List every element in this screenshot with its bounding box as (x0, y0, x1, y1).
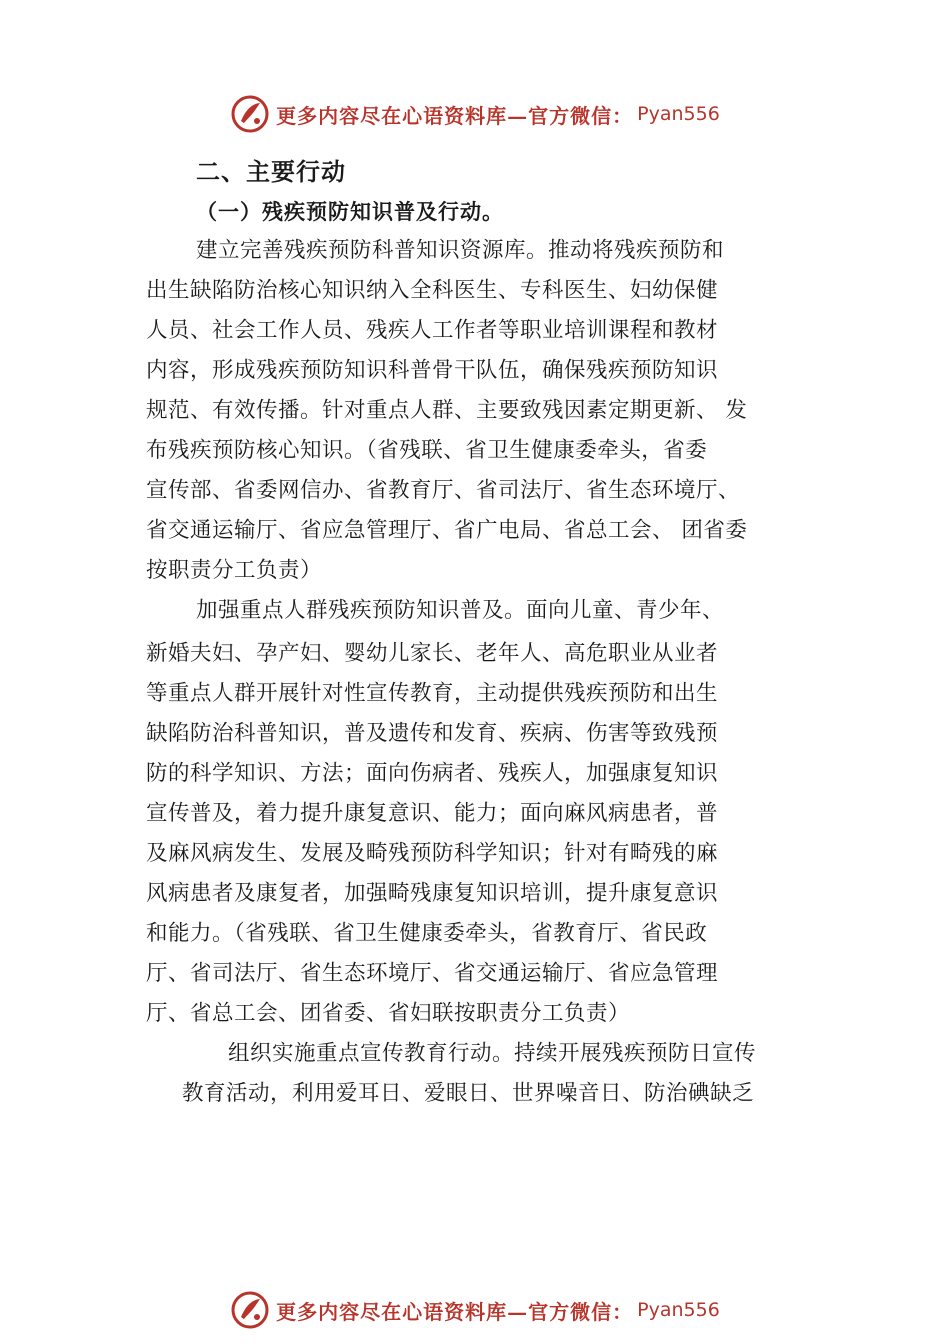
paragraph-3-line-1: 组织实施重点宣传教育行动。持续开展残疾预防日宣传 (228, 1041, 757, 1066)
banner-text: 更多内容尽在心语资料库—官方微信： (276, 103, 634, 128)
logo-icon (230, 94, 270, 134)
paragraph-1-line-3: 人员、社会工作人员、残疾人工作者等职业培训课程和教材 (146, 318, 719, 343)
paragraph-2-line-2: 新婚夫妇、孕产妇、婴幼儿家长、老年人、高危职业从业者 (146, 641, 719, 666)
logo-icon (230, 1290, 270, 1330)
paragraph-2-line-8: 风病患者及康复者，加强畸残康复知识培训，提升康复意识 (146, 881, 719, 906)
paragraph-2-line-1: 加强重点人群残疾预防知识普及。面向儿童、青少年、 (196, 598, 725, 623)
paragraph-1-line-4: 内容，形成残疾预防知识科普骨干队伍，确保残疾预防知识 (146, 358, 719, 383)
wechat-id: Pyan556 (637, 1299, 720, 1321)
paragraph-2-line-4: 缺陷防治科普知识，普及遗传和发育、疾病、伤害等致残预 (146, 721, 719, 746)
paragraph-2-line-7: 及麻风病发生、发展及畸残预防科学知识；针对有畸残的麻 (146, 841, 719, 866)
paragraph-1-line-1: 建立完善残疾预防科普知识资源库。推动将残疾预防和 (196, 238, 725, 263)
paragraph-1-line-2: 出生缺陷防治核心知识纳入全科医生、专科医生、妇幼保健 (146, 278, 719, 303)
paragraph-1-line-9: 按职责分工负责） (146, 558, 323, 583)
header-banner (0, 92, 950, 136)
section-heading: 二、主要行动 (196, 158, 346, 186)
banner-text: 更多内容尽在心语资料库—官方微信： (276, 1299, 634, 1324)
paragraph-1-line-8: 省交通运输厅、省应急管理厅、省广电局、省总工会、 团省委 (146, 518, 748, 543)
paragraph-3-line-2: 教育活动，利用爱耳日、爱眼日、世界噪音日、防治碘缺乏 (182, 1081, 755, 1106)
paragraph-2-line-11: 厅、省总工会、团省委、省妇联按职责分工负责） (146, 1001, 631, 1026)
paragraph-2-line-10: 厅、省司法厅、省生态环境厅、省交通运输厅、省应急管理 (146, 961, 719, 986)
paragraph-1-line-5: 规范、有效传播。针对重点人群、主要致残因素定期更新、 发 (146, 398, 748, 423)
wechat-id: Pyan556 (637, 103, 720, 125)
paragraph-1-line-7: 宣传部、省委网信办、省教育厅、省司法厅、省生态环境厅、 (146, 478, 741, 503)
paragraph-2-line-5: 防的科学知识、方法；面向伤病者、残疾人，加强康复知识 (146, 761, 719, 786)
subsection-heading: （一）残疾预防知识普及行动。 (196, 200, 504, 224)
paragraph-2-line-3: 等重点人群开展针对性宣传教育，主动提供残疾预防和出生 (146, 681, 719, 706)
paragraph-2-line-9: 和能力。（省残联、省卫生健康委牵头，省教育厅、省民政 (146, 921, 708, 946)
paragraph-2-line-6: 宣传普及，着力提升康复意识、能力；面向麻风病患者，普 (146, 801, 719, 826)
paragraph-1-line-6: 布残疾预防核心知识。（省残联、省卫生健康委牵头，省委 (146, 438, 708, 463)
footer-banner (0, 1288, 950, 1332)
